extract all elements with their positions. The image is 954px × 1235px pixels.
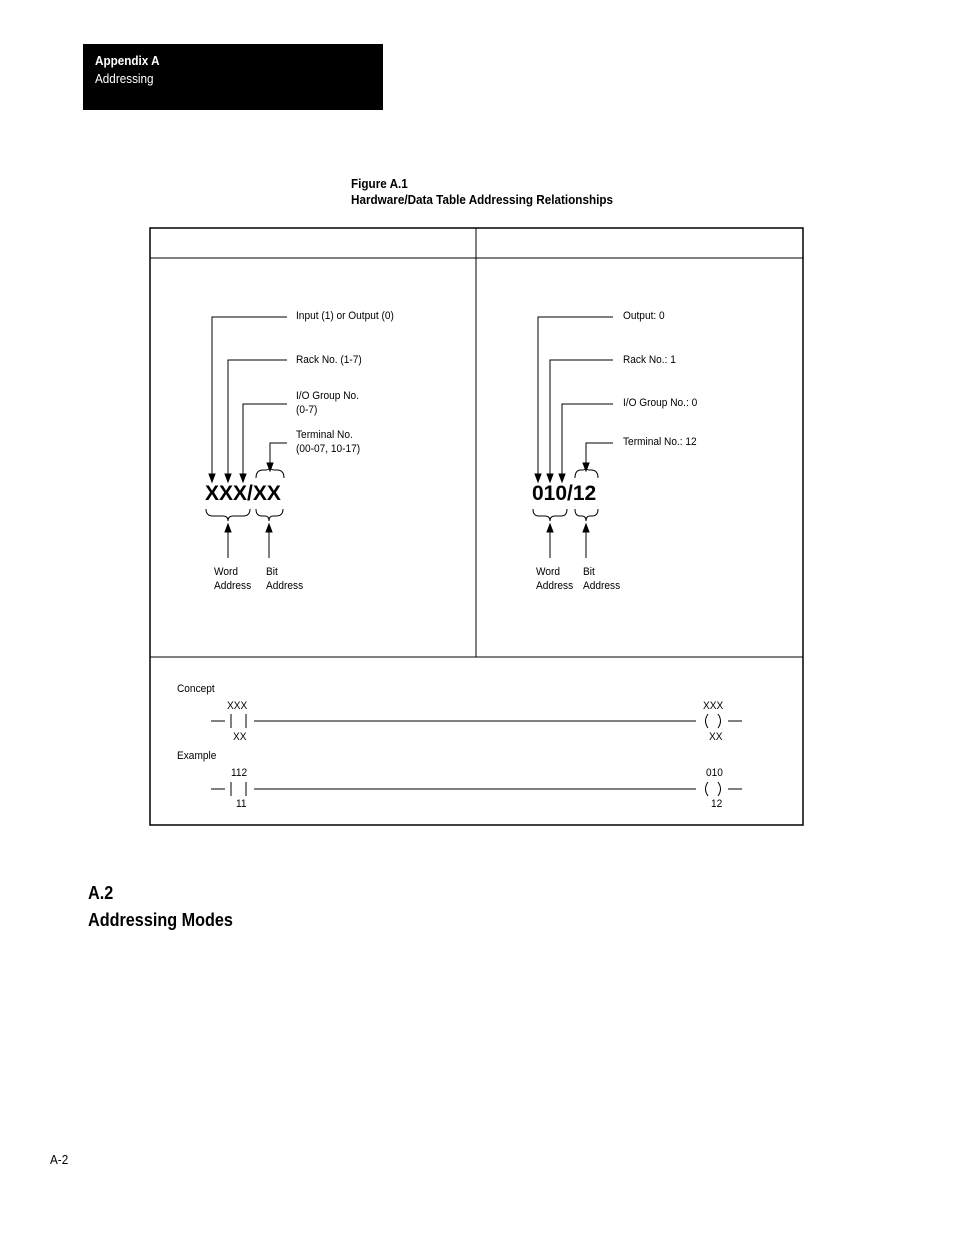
concept-coil-right (718, 714, 721, 728)
concept-in-top: XXX (227, 700, 248, 712)
address-format: XXX/XX (205, 482, 281, 505)
word-arrow-head (225, 524, 231, 532)
label-terminal-right: Terminal No.: 12 (623, 436, 697, 448)
section-label: Addressing (95, 71, 154, 86)
concept-out-bottom: XX (709, 731, 723, 743)
label-word-right-2: Address (536, 580, 574, 592)
address-example: 010/12 (532, 482, 597, 505)
brace-word-right (533, 509, 567, 521)
label-io: Input (1) or Output (0) (296, 310, 394, 322)
leader-terminal (270, 443, 287, 465)
example-coil-left (706, 782, 709, 796)
figure-number: Figure A.1 (351, 176, 408, 191)
example-in-bottom: 11 (236, 798, 247, 810)
label-word-2: Address (214, 580, 252, 592)
arrow-io (209, 474, 215, 482)
arrow-rack (225, 474, 231, 482)
leader-terminal-right (586, 443, 613, 465)
label-group-right: I/O Group No.: 0 (623, 397, 698, 409)
label-group-1: I/O Group No. (296, 390, 360, 402)
leader-group (243, 404, 287, 476)
brace-bit-right (575, 509, 598, 521)
label-bit-2: Address (266, 580, 304, 592)
label-terminal-2: (00-07, 10-17) (296, 443, 361, 455)
brace-bit (256, 509, 283, 521)
label-rack-right: Rack No.: 1 (623, 354, 676, 366)
leader-io-right (538, 317, 613, 476)
page-number: A-2 (50, 1152, 69, 1167)
section-number: A.2 (88, 883, 114, 903)
leader-rack (228, 360, 287, 476)
concept-in-bottom: XX (233, 731, 247, 743)
leader-rack-right (550, 360, 613, 476)
brace-word (206, 509, 250, 521)
label-bit-right-2: Address (583, 580, 621, 592)
brace-bit-top-right (575, 465, 598, 478)
label-word-1: Word (214, 566, 239, 578)
section-title: Addressing Modes (88, 910, 233, 930)
leader-io (212, 317, 287, 476)
label-rack: Rack No. (1-7) (296, 354, 362, 366)
label-io-right: Output: 0 (623, 310, 665, 322)
example-coil-right (718, 782, 721, 796)
label-group-2: (0-7) (296, 404, 318, 416)
label-word-right-1: Word (536, 566, 561, 578)
concept-label: Concept (177, 683, 215, 695)
example-out-bottom: 12 (711, 798, 723, 810)
concept-out-top: XXX (703, 700, 724, 712)
label-bit-right-1: Bit (583, 566, 595, 578)
figure-title: Hardware/Data Table Addressing Relationships (351, 192, 614, 207)
concept-coil-left (706, 714, 709, 728)
arrow-group (240, 474, 246, 482)
example-label: Example (177, 750, 217, 762)
example-out-top: 010 (706, 767, 723, 779)
example-in-top: 112 (231, 767, 248, 779)
label-terminal-1: Terminal No. (296, 429, 353, 441)
label-bit-1: Bit (266, 566, 278, 578)
bit-arrow-head (266, 524, 272, 532)
appendix-label: Appendix A (95, 53, 160, 68)
